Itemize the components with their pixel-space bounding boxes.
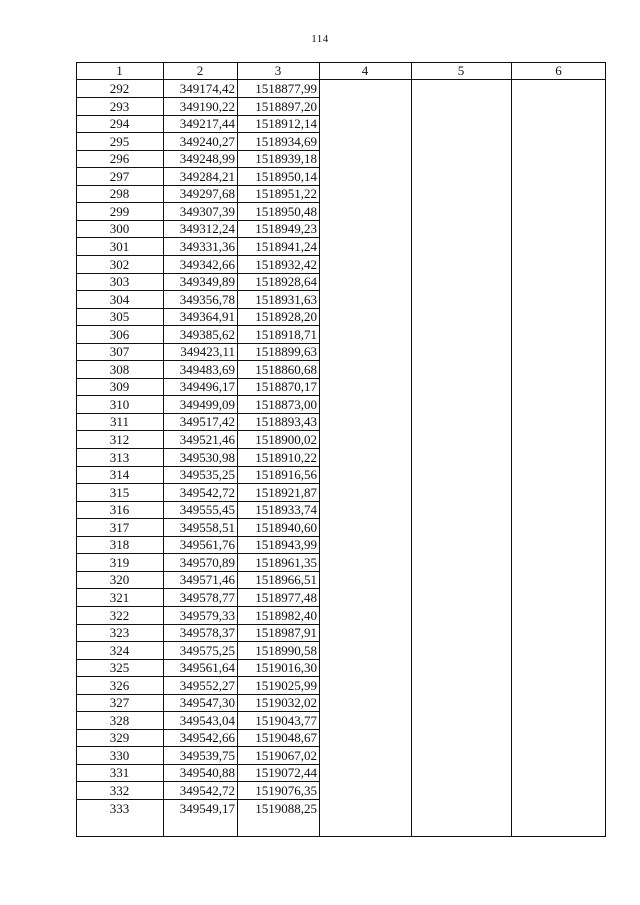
point-number-cell: 316	[109, 502, 130, 518]
x-coordinate-cell: 349517,42	[179, 414, 235, 430]
x-coordinate-cell: 349540,88	[179, 765, 235, 781]
y-coordinate-cell: 1519032,02	[255, 695, 317, 711]
header-col-6: 6	[555, 63, 562, 78]
x-coordinate-cell: 349356,78	[179, 291, 235, 307]
column-divider-3-4	[319, 62, 320, 837]
x-coordinate-cell: 349499,09	[179, 396, 235, 412]
point-number-cell: 294	[109, 116, 130, 132]
point-number-cell: 302	[109, 256, 130, 272]
table-row	[76, 150, 319, 168]
y-coordinate-cell: 1519016,30	[255, 660, 317, 676]
y-coordinate-cell: 1518940,60	[255, 519, 317, 535]
table-row	[76, 484, 319, 502]
x-coordinate-cell: 349217,44	[179, 116, 235, 132]
x-coordinate-cell: 349190,22	[179, 98, 235, 114]
table-row	[76, 273, 319, 291]
y-coordinate-cell: 1518873,00	[255, 396, 317, 412]
table-row	[76, 554, 319, 572]
point-number-cell: 297	[109, 168, 130, 184]
x-coordinate-cell: 349297,68	[179, 186, 235, 202]
table-row	[76, 642, 319, 660]
point-number-cell: 324	[109, 642, 130, 658]
point-number-cell: 299	[109, 203, 130, 219]
point-number-cell: 298	[109, 186, 130, 202]
y-coordinate-cell: 1518918,71	[255, 326, 317, 342]
table-row	[76, 80, 319, 98]
point-number-cell: 300	[109, 221, 130, 237]
table-row	[76, 220, 319, 238]
header-col-2: 2	[196, 63, 204, 78]
x-coordinate-cell: 349364,91	[179, 309, 235, 325]
y-coordinate-cell: 1519088,25	[255, 800, 317, 816]
y-coordinate-cell: 1518897,20	[255, 98, 317, 114]
point-number-cell: 301	[109, 238, 130, 254]
y-coordinate-cell: 1519067,02	[255, 747, 317, 763]
point-number-cell: 330	[109, 747, 130, 763]
table-row	[76, 115, 319, 133]
table-row	[76, 256, 319, 274]
header-col-4: 4	[361, 63, 369, 78]
table-row	[76, 624, 319, 642]
point-number-cell: 333	[109, 800, 130, 816]
y-coordinate-cell: 1518951,22	[255, 186, 317, 202]
y-coordinate-cell: 1518928,64	[255, 274, 317, 290]
x-coordinate-cell: 349575,25	[179, 642, 235, 658]
point-number-cell: 311	[109, 414, 130, 430]
header-col-5: 5	[457, 63, 465, 78]
point-number-cell: 296	[109, 151, 130, 167]
point-number-cell: 295	[109, 133, 130, 149]
point-number-cell: 321	[109, 589, 130, 605]
y-coordinate-cell: 1518950,48	[255, 203, 317, 219]
x-coordinate-cell: 349549,17	[179, 800, 235, 816]
y-coordinate-cell: 1518932,42	[255, 256, 317, 272]
column-divider-5-6	[511, 62, 512, 837]
x-coordinate-cell: 349539,75	[179, 747, 235, 763]
point-number-cell: 328	[109, 712, 130, 728]
point-number-cell: 319	[109, 554, 130, 570]
x-coordinate-cell: 349570,89	[179, 554, 235, 570]
point-number-cell: 327	[109, 695, 130, 711]
point-number-cell: 314	[109, 467, 130, 483]
x-coordinate-cell: 349535,25	[179, 467, 235, 483]
point-number-cell: 305	[109, 309, 130, 325]
y-coordinate-cell: 1518987,91	[255, 625, 317, 641]
y-coordinate-cell: 1518870,17	[255, 379, 317, 395]
point-number-cell: 307	[109, 344, 130, 360]
y-coordinate-cell: 1518934,69	[255, 133, 317, 149]
y-coordinate-cell: 1518990,58	[255, 642, 317, 658]
point-number-cell: 293	[109, 98, 130, 114]
x-coordinate-cell: 349423,11	[180, 344, 235, 360]
point-number-cell: 320	[109, 572, 130, 588]
y-coordinate-cell: 1518910,22	[255, 449, 317, 465]
x-coordinate-cell: 349558,51	[179, 519, 235, 535]
y-coordinate-cell: 1518977,48	[255, 589, 317, 605]
table-row	[76, 133, 319, 151]
table-row	[76, 238, 319, 256]
x-coordinate-cell: 349483,69	[179, 361, 235, 377]
y-coordinate-cell: 1519048,67	[255, 730, 317, 746]
x-coordinate-cell: 349331,36	[179, 238, 235, 254]
y-coordinate-cell: 1518961,35	[255, 554, 317, 570]
table-row	[76, 677, 319, 695]
y-coordinate-cell: 1518899,63	[255, 344, 317, 360]
y-coordinate-cell: 1518928,20	[255, 309, 317, 325]
x-coordinate-cell: 349552,27	[179, 677, 235, 693]
x-coordinate-cell: 349579,33	[179, 607, 235, 623]
y-coordinate-cell: 1519043,77	[255, 712, 317, 728]
point-number-cell: 303	[109, 274, 130, 290]
x-coordinate-cell: 349342,66	[179, 256, 235, 272]
table-row	[76, 98, 319, 116]
table-row	[76, 764, 319, 782]
table-row	[76, 589, 319, 607]
point-number-cell: 329	[109, 730, 130, 746]
x-coordinate-cell: 349561,64	[179, 660, 235, 676]
table-row	[76, 712, 319, 730]
x-coordinate-cell: 349312,24	[179, 221, 235, 237]
y-coordinate-cell: 1518877,99	[255, 81, 317, 96]
x-coordinate-cell: 349530,98	[179, 449, 235, 465]
table-row	[76, 308, 319, 326]
y-coordinate-cell: 1519076,35	[255, 783, 317, 798]
point-number-cell: 315	[109, 484, 130, 500]
x-coordinate-cell: 349240,27	[179, 133, 235, 149]
point-number-cell: 331	[109, 765, 130, 781]
x-coordinate-cell: 349521,46	[179, 432, 235, 447]
y-coordinate-cell: 1518966,51	[255, 572, 317, 588]
x-coordinate-cell: 349542,66	[179, 730, 235, 746]
table-row	[76, 449, 319, 467]
header-col-3: 3	[274, 63, 282, 78]
point-number-cell: 326	[109, 677, 130, 693]
x-coordinate-cell: 349248,99	[179, 151, 235, 167]
table-row	[76, 343, 319, 361]
table-row	[76, 466, 319, 484]
table-row	[76, 571, 319, 589]
point-number-cell: 292	[109, 81, 130, 96]
y-coordinate-cell: 1518900,02	[255, 432, 317, 447]
point-number-cell: 310	[109, 396, 130, 412]
table-row	[76, 361, 319, 379]
x-coordinate-cell: 349571,46	[179, 572, 235, 588]
table-row	[76, 800, 319, 818]
y-coordinate-cell: 1519025,99	[255, 677, 317, 693]
table-row	[76, 501, 319, 519]
table-row	[76, 396, 319, 414]
x-coordinate-cell: 349542,72	[179, 783, 235, 798]
point-number-cell: 322	[109, 607, 130, 623]
x-coordinate-cell: 349561,76	[179, 537, 235, 553]
header-col-1: 1	[116, 63, 123, 78]
point-number-cell: 306	[109, 326, 130, 342]
x-coordinate-cell: 349543,04	[179, 712, 235, 728]
table-row	[76, 291, 319, 309]
table-row	[76, 729, 319, 747]
table-row	[76, 536, 319, 554]
x-coordinate-cell: 349496,17	[179, 379, 235, 395]
x-coordinate-cell: 349174,42	[179, 81, 235, 96]
point-number-cell: 312	[109, 432, 130, 447]
x-coordinate-cell: 349284,21	[179, 168, 235, 184]
table-row	[76, 782, 319, 800]
table-row	[76, 519, 319, 537]
point-number-cell: 323	[109, 625, 130, 641]
table-row	[76, 659, 319, 677]
point-number-cell: 309	[109, 379, 130, 395]
table-row	[76, 694, 319, 712]
point-number-cell: 308	[109, 361, 130, 377]
page-number: 114	[311, 33, 329, 45]
y-coordinate-cell: 1518982,40	[255, 607, 317, 623]
y-coordinate-cell: 1518921,87	[255, 484, 317, 500]
point-number-cell: 332	[109, 783, 130, 798]
point-number-cell: 325	[109, 660, 130, 676]
point-number-cell: 318	[109, 537, 130, 553]
x-coordinate-cell: 349547,30	[179, 695, 235, 711]
y-coordinate-cell: 1518943,99	[255, 537, 317, 553]
y-coordinate-cell: 1518941,24	[255, 238, 317, 254]
x-coordinate-cell: 349385,62	[179, 326, 235, 342]
y-coordinate-cell: 1518950,14	[255, 168, 317, 184]
y-coordinate-cell: 1518916,56	[255, 467, 317, 483]
x-coordinate-cell: 349578,37	[179, 625, 235, 641]
table-row	[76, 413, 319, 431]
point-number-cell: 317	[109, 519, 130, 535]
x-coordinate-cell: 349307,39	[179, 203, 235, 219]
y-coordinate-cell: 1519072,44	[255, 765, 317, 781]
table-row	[76, 203, 319, 221]
y-coordinate-cell: 1518939,18	[255, 151, 317, 167]
x-coordinate-cell: 349578,77	[179, 589, 235, 605]
column-divider-4-5	[411, 62, 412, 837]
point-number-cell: 304	[109, 291, 130, 307]
table-row	[76, 185, 319, 203]
y-coordinate-cell: 1518949,23	[255, 221, 317, 237]
table-row	[76, 607, 319, 625]
x-coordinate-cell: 349542,72	[179, 484, 235, 500]
point-number-cell: 313	[109, 449, 130, 465]
table-row	[76, 431, 319, 449]
y-coordinate-cell: 1518860,68	[255, 361, 317, 377]
x-coordinate-cell: 349349,89	[179, 274, 235, 290]
table-row	[76, 747, 319, 765]
y-coordinate-cell: 1518931,63	[255, 291, 317, 307]
y-coordinate-cell: 1518933,74	[255, 502, 317, 518]
table-row	[76, 168, 319, 186]
table-row	[76, 326, 319, 344]
y-coordinate-cell: 1518912,14	[255, 116, 317, 132]
table-row	[76, 378, 319, 396]
x-coordinate-cell: 349555,45	[179, 502, 235, 518]
y-coordinate-cell: 1518893,43	[255, 414, 317, 430]
